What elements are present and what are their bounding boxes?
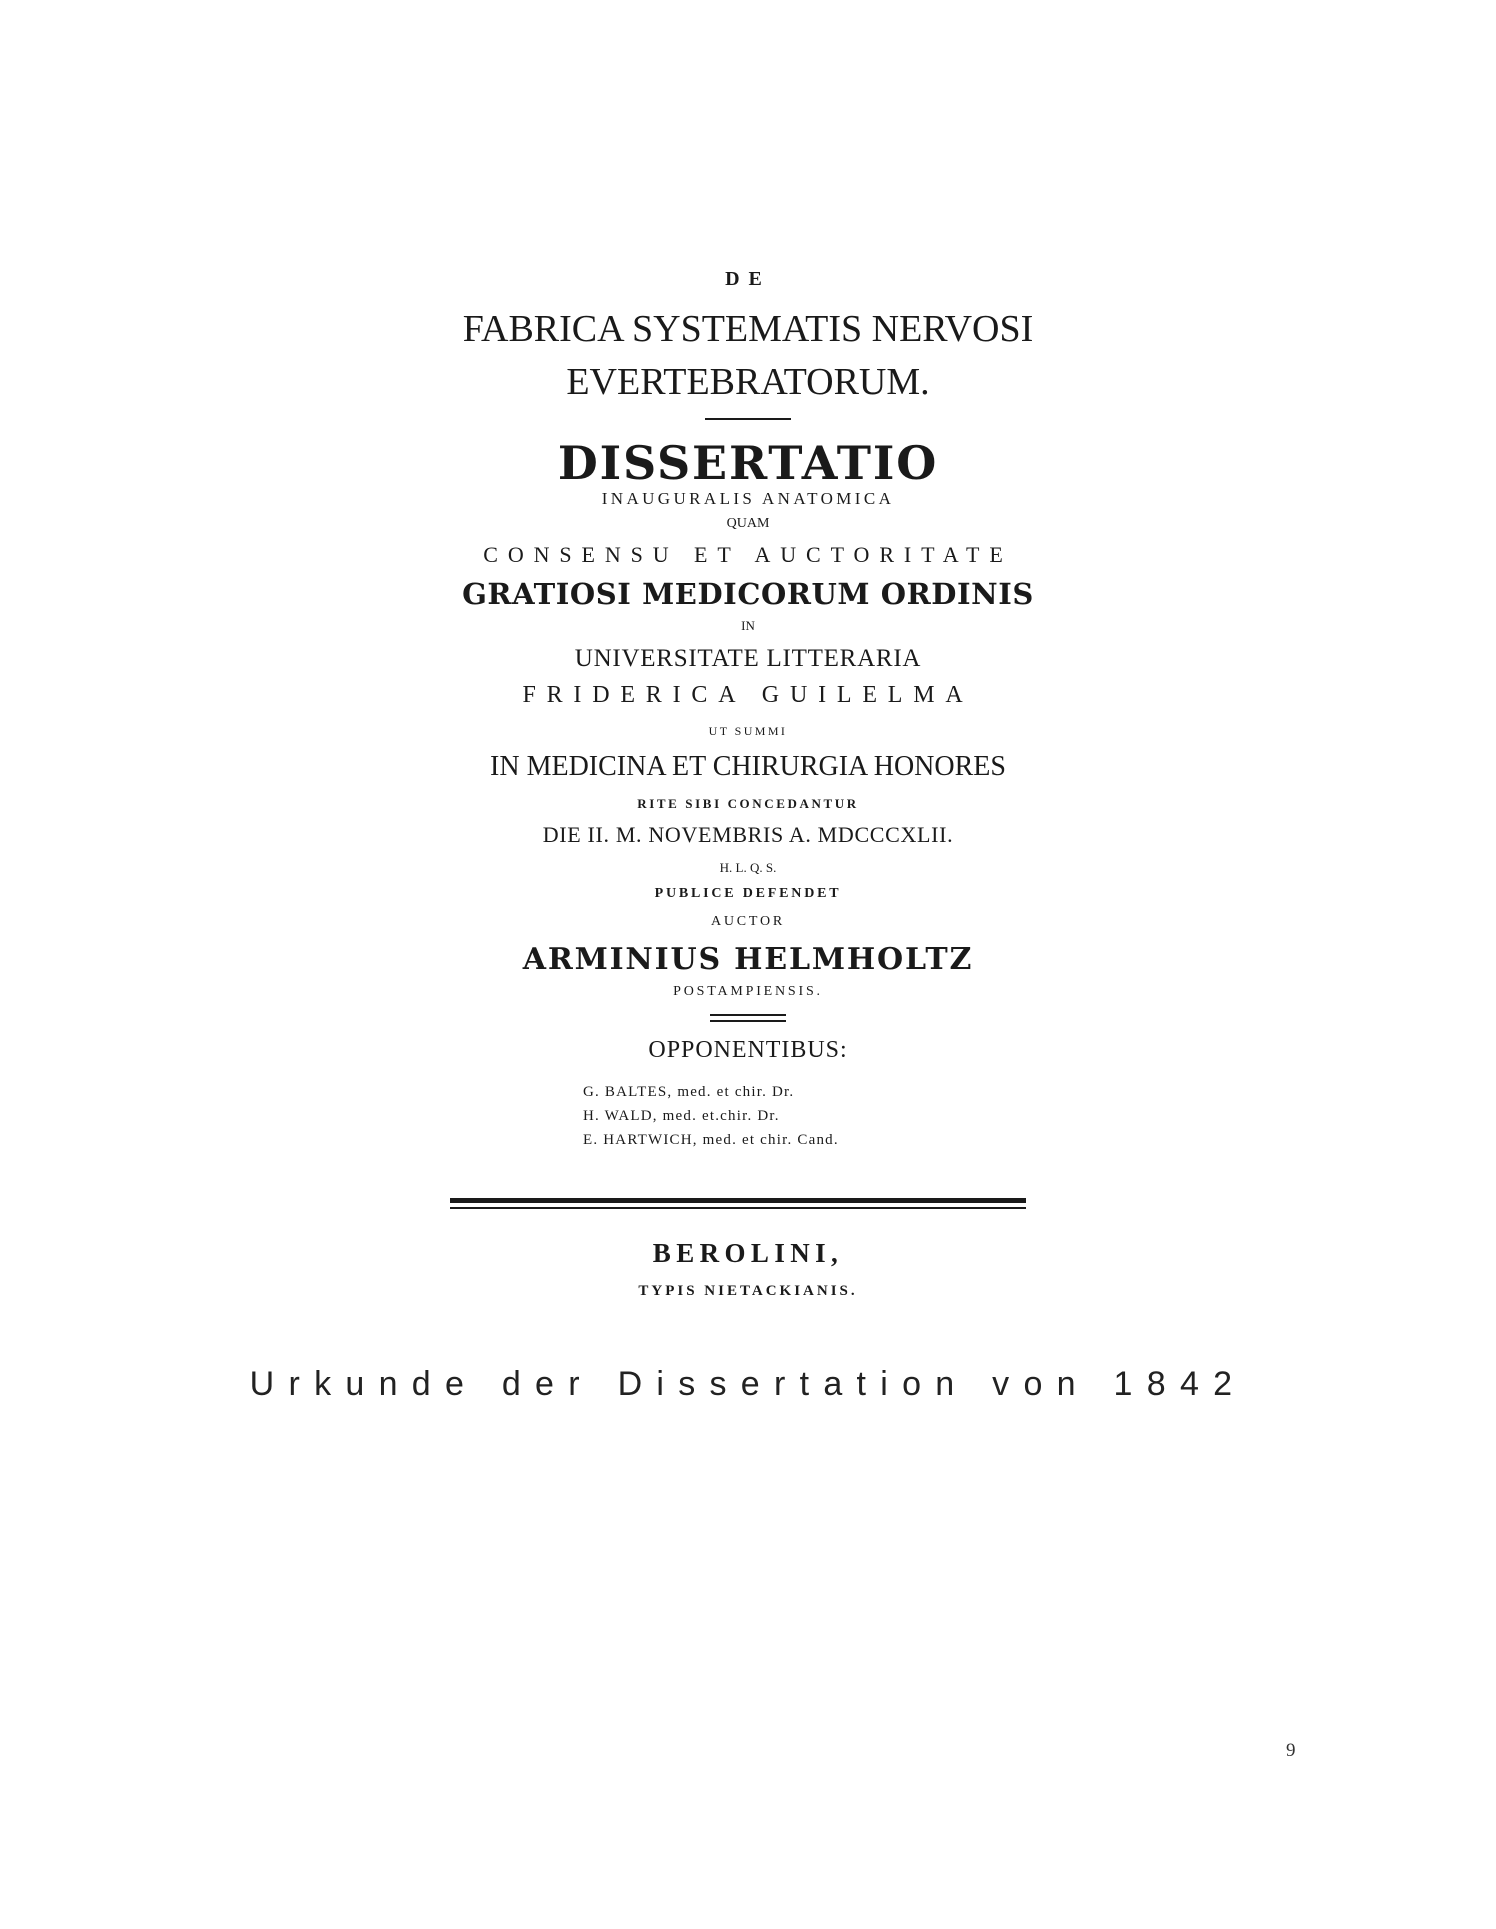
date-line: DIE II. M. NOVEMBRIS A. MDCCCXLII. [542,822,954,847]
ut-summi-line: UT SUMMI [708,724,788,738]
page-number: 9 [1286,1740,1296,1761]
honores-line: IN MEDICINA ET CHIRURGIA HONORES [490,751,1006,782]
opponents-list [583,1080,839,1152]
typis-line: TYPIS NIETACKIANIS. [638,1283,858,1299]
in-line: IN [741,618,755,633]
rite-line: RITE SIBI CONCEDANTUR [637,796,859,811]
universitate-line: UNIVERSITATE LITTERARIA [574,645,922,672]
opponent-item: H. WALD, med. et.chir. Dr. [583,1108,780,1124]
title-line-1: FABRICA SYSTEMATIS NERVOSI [462,308,1034,350]
friderica-line: FRIDERICA GUILELMA [522,682,974,708]
gratiosi-line: GRATIOSI MEDICORUM ORDINIS [462,577,1034,611]
rule-after-title [705,418,791,420]
thick-rule [450,1198,1026,1203]
postampiensis-line: POSTAMPIENSIS. [673,984,823,999]
quam-line: QUAM [726,516,770,531]
thin-rule [450,1207,1026,1209]
opponent-item: G. BALTES, med. et chir. Dr. [583,1084,795,1100]
inauguralis-line: INAUGURALIS ANATOMICA [601,489,895,508]
dissertatio-heading: DISSERTATIO [557,436,939,490]
double-rule-1 [710,1014,786,1016]
de-line: DE [725,268,771,290]
caption: Urkunde der Dissertation von 1842 [249,1365,1247,1403]
hlqs-line: H. L. Q. S. [719,860,777,875]
auctor-line: AUCTOR [710,914,786,929]
author-name: ARMINIUS HELMHOLTZ [522,942,974,977]
double-rule-2 [710,1020,786,1022]
consensu-line: CONSENSU ET AUCTORITATE [483,542,1013,567]
opponent-item: E. HARTWICH, med. et chir. Cand. [583,1132,839,1148]
opponentibus-heading: OPPONENTIBUS: [648,1037,848,1063]
publice-line: PUBLICE DEFENDET [654,886,842,901]
berolini-line: BEROLINI, [652,1238,844,1268]
title-line-2: EVERTEBRATORUM. [566,361,930,403]
